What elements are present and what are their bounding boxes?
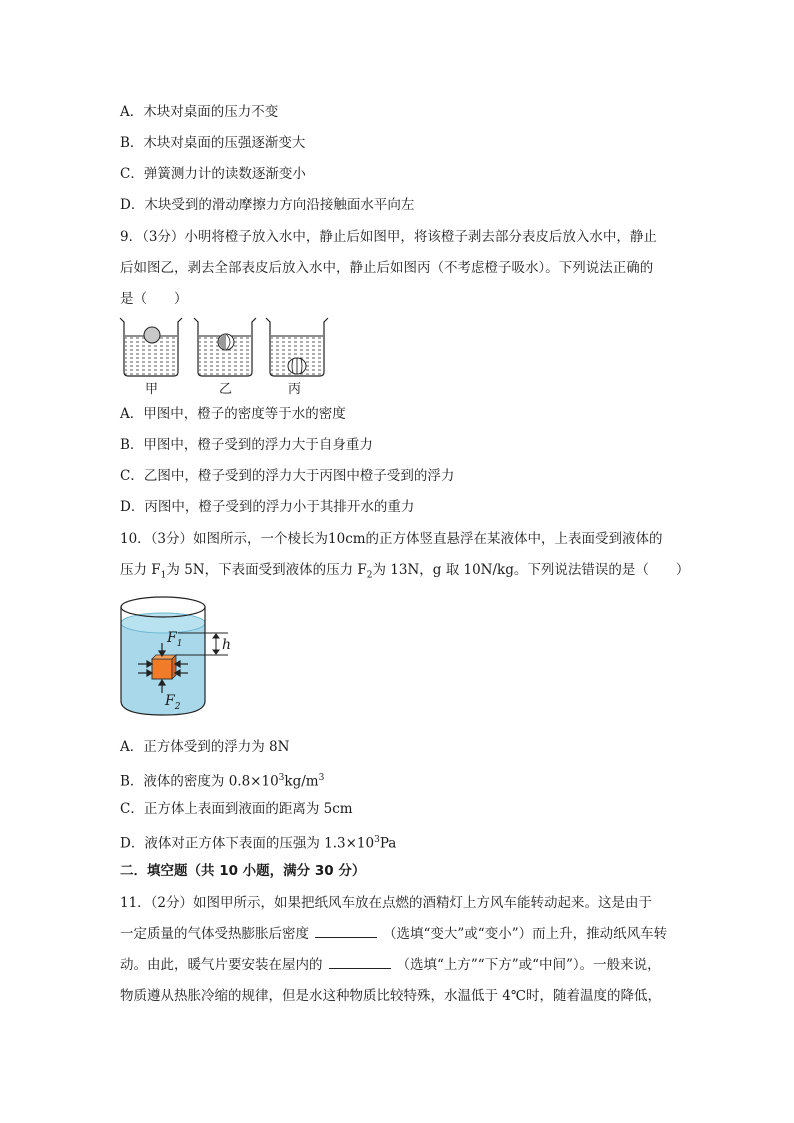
q10-option-d: D．液体对正方体下表面的压强为 $1.3\times 10^3Pa$ bbox=[120, 835, 397, 852]
q9-stem-line1: 9．（3分）小明将橙子放入水中，静止后如图甲，将该橙子剥去部分表皮后放入水中，静止 bbox=[120, 229, 657, 245]
q9-option-d: D．丙图中，橙子受到的浮力小于其排开水的重力 bbox=[120, 499, 415, 515]
q8-option-c: C．弹簧测力计的读数逐渐变小 bbox=[120, 166, 306, 182]
q9-stem-line3: 是（ ） bbox=[120, 291, 188, 307]
q10-label-f1: $F_1$ bbox=[167, 630, 183, 649]
q10-stem-line2: 压力 $F_1$为 5N，下表面受到液体的压力 $F_2$为 13N，g 取 10N/kg。下列说法错误的是（ ） bbox=[120, 562, 690, 581]
beaker-yi bbox=[194, 318, 256, 376]
fill-blank-2[interactable] bbox=[329, 956, 391, 969]
q8-option-d: D．木块受到的滑动摩擦力方向沿接触面水平向左 bbox=[120, 197, 415, 213]
q11-line1: 11．（2分）如图甲所示，如果把纸风车放在点燃的酒精灯上方风车能转动起来。这是由于 bbox=[120, 895, 653, 911]
cube-icon bbox=[152, 655, 176, 679]
q8-option-b: B．木块对桌面的压强逐渐变大 bbox=[120, 135, 306, 151]
q10-stem-line1: 10．（3分）如图所示，一个棱长为10cm的正方体竖直悬浮在某液体中，上表面受到液体的 bbox=[120, 531, 663, 547]
orange-whole-icon bbox=[144, 327, 160, 343]
q10-option-b: B．液体的密度为 $0.8\times 10^3kg/m^3$ bbox=[120, 773, 325, 790]
q9-label-jia: 甲 bbox=[145, 382, 159, 397]
fill-blank-1[interactable] bbox=[315, 925, 377, 938]
beaker-bing bbox=[266, 318, 328, 376]
q10-cylinder-figure bbox=[116, 593, 246, 723]
q9-beaker-figure bbox=[118, 316, 334, 378]
section-title: 二．填空题（共 10 小题，满分 30 分） bbox=[120, 863, 366, 879]
q9-label-bing: 丙 bbox=[288, 382, 302, 397]
q11-line3: 动。由此，暖气片要安装在屋内的 （选填“上方”“下方”或“中间”）。一般来说， bbox=[120, 957, 661, 973]
q10-label-f2: $F_2$ bbox=[165, 693, 181, 712]
q9-label-yi: 乙 bbox=[219, 382, 233, 397]
q9-option-c: C．乙图中，橙子受到的浮力大于丙图中橙子受到的浮力 bbox=[120, 468, 455, 484]
q10-option-c: C．正方体上表面到液面的距离为 5cm bbox=[120, 801, 353, 817]
q9-stem-line2: 后如图乙，剥去全部表皮后放入水中，静止后如图丙（不考虑橙子吸水）。下列说法正确的 bbox=[120, 260, 654, 276]
q8-option-a: A．木块对桌面的压力不变 bbox=[120, 104, 279, 120]
q10-label-h: h bbox=[222, 637, 232, 653]
q11-line4: 物质遵从热胀冷缩的规律，但是水这种物质比较特殊，水温低于 4℃时，随着温度的降低， bbox=[120, 988, 661, 1004]
q9-option-b: B．甲图中，橙子受到的浮力大于自身重力 bbox=[120, 437, 373, 453]
beaker-jia bbox=[120, 318, 182, 376]
q9-option-a: A．甲图中，橙子的密度等于水的密度 bbox=[120, 406, 346, 422]
q11-line2: 一定质量的气体受热膨胀后密度 （选填“变大”或“变小”）而上升，推动纸风车转 bbox=[120, 926, 668, 942]
q10-option-a: A．正方体受到的浮力为 8N bbox=[120, 739, 290, 755]
